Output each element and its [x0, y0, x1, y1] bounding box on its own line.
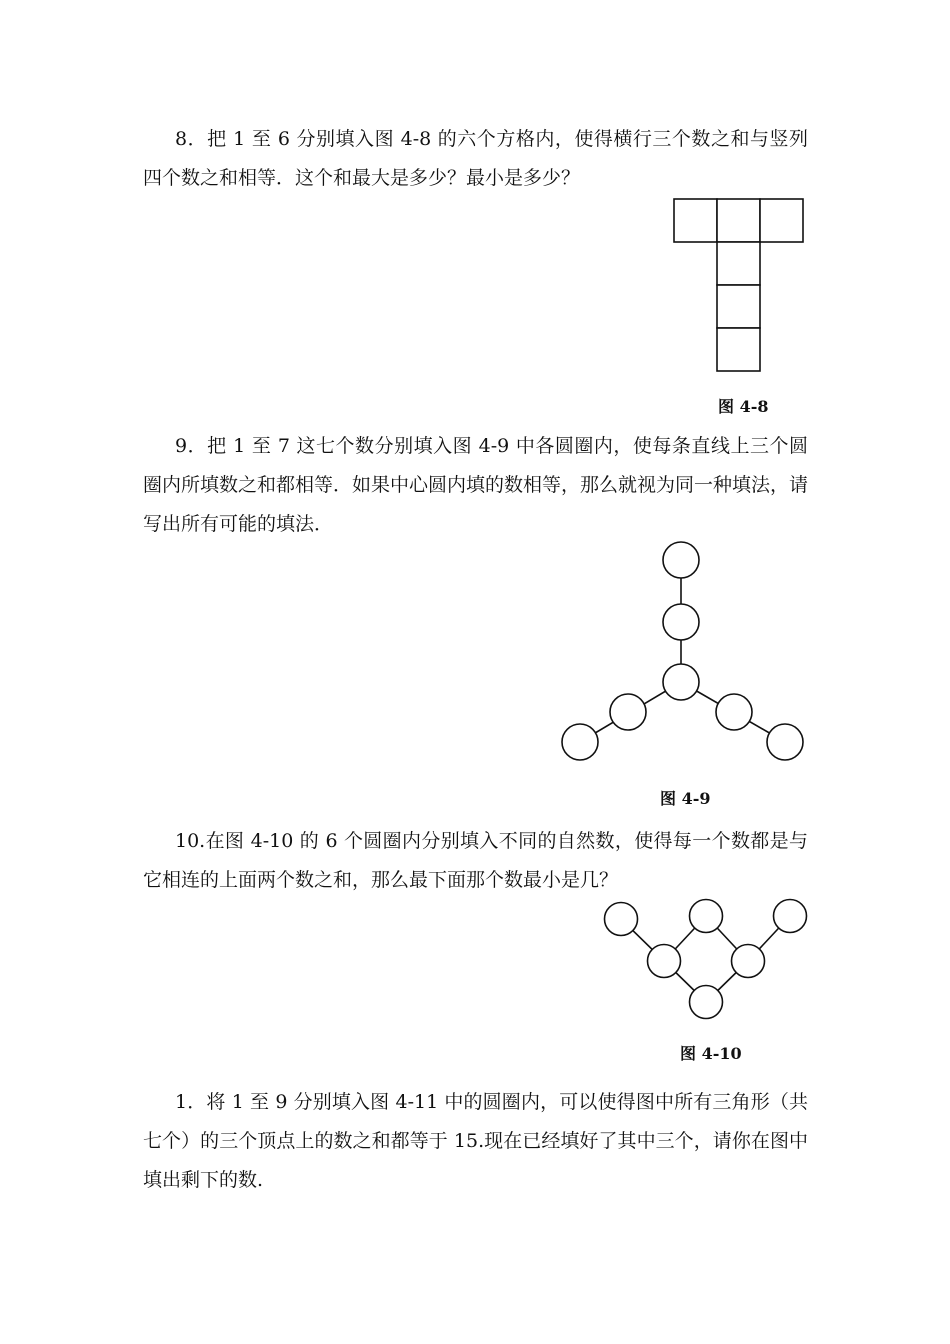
grid-cell: [674, 199, 717, 242]
node-circle: [605, 903, 638, 936]
node-circle: [774, 900, 807, 933]
grid-cell: [717, 199, 760, 242]
grid-cell: [717, 328, 760, 371]
node-circle: [732, 945, 765, 978]
problem-9-text: 9．把 1 至 7 这七个数分别填入图 4-9 中各圆圈内，使每条直线上三个圆圈内所填数之和都相等．如果中心圆内填的数相等，那么就视为同一种填法，请写出所有可能的填法．: [143, 435, 809, 535]
figure-4-8-t-grid: [670, 195, 810, 375]
grid-cell: [717, 242, 760, 285]
node-circle: [610, 694, 646, 730]
problem-10-text: 10.在图 4-10 的 6 个圆圈内分别填入不同的自然数，使得每一个数都是与它相连的上面两个数之和，那么最下面那个数最小是几？: [143, 830, 808, 891]
figure-4-9-caption: 图 4-9: [660, 789, 711, 808]
node-circle: [648, 945, 681, 978]
grid-cell: [717, 285, 760, 328]
node-circle: [690, 986, 723, 1019]
figure-4-10-circle-tree: [600, 895, 810, 1025]
figure-4-10-caption: 图 4-10: [680, 1044, 742, 1063]
node-circle: [663, 664, 699, 700]
node-circle: [663, 542, 699, 578]
node-circle: [663, 604, 699, 640]
figure-4-9-circle-star: [550, 530, 815, 770]
problem-1-text: 1．将 1 至 9 分别填入图 4-11 中的圆圈内，可以使得图中所有三角形（共七个）的三个顶点上的数之和都等于 15.现在已经填好了其中三个，请你在图中填出剩下的数.: [143, 1091, 808, 1191]
grid-cell: [760, 199, 803, 242]
problem-8-text: 8．把 1 至 6 分别填入图 4-8 的六个方格内，使得横行三个数之和与竖列四个数之和相等．这个和最大是多少？最小是多少？: [143, 128, 808, 189]
node-circle: [690, 900, 723, 933]
figure-4-8-caption: 图 4-8: [718, 397, 769, 416]
node-circle: [562, 724, 598, 760]
node-circle: [767, 724, 803, 760]
node-circle: [716, 694, 752, 730]
